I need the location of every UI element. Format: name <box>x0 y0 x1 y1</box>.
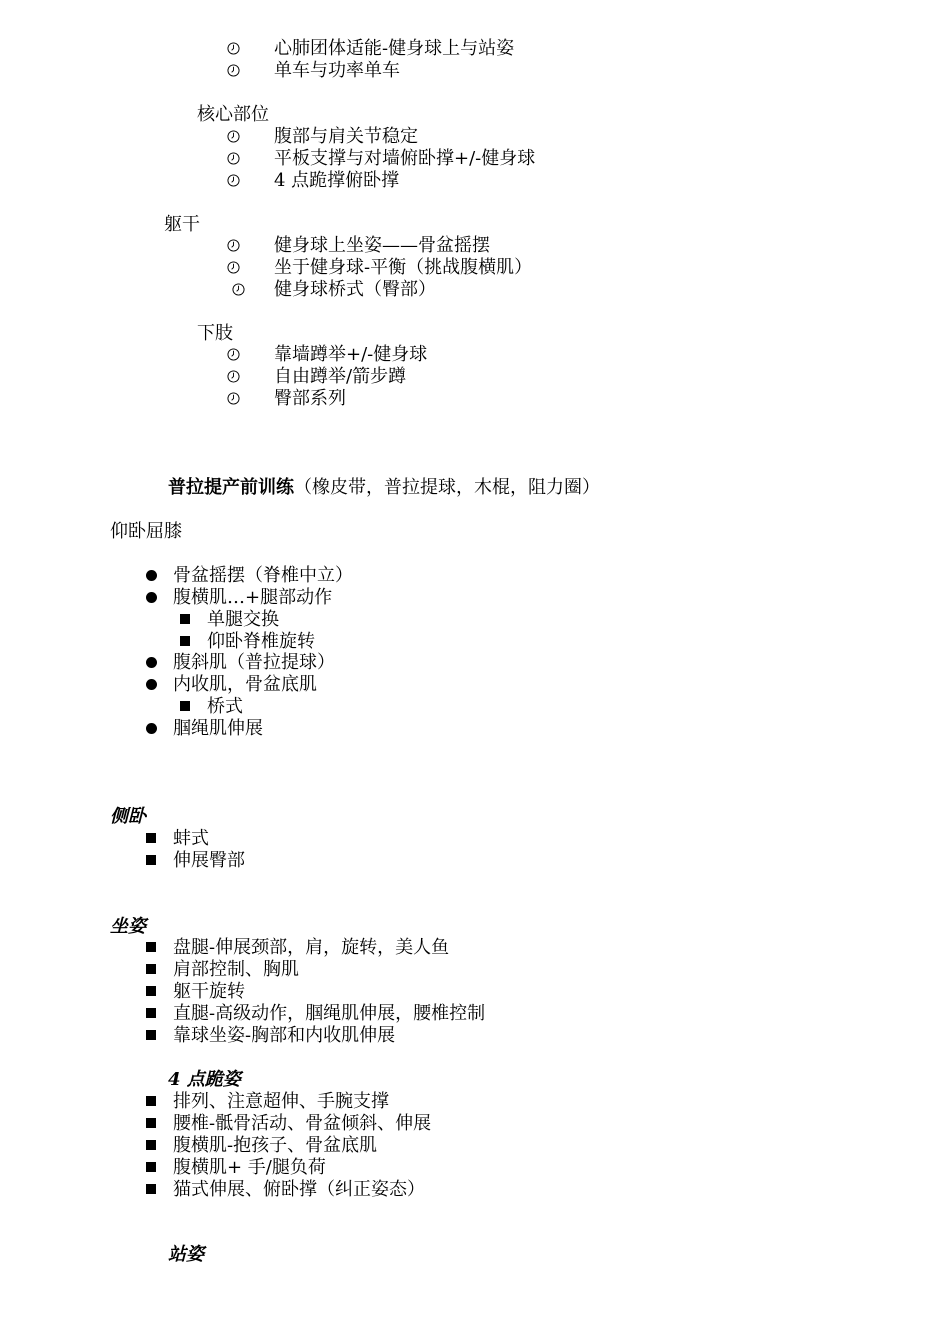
list-item: 平板支撑与对墙俯卧撑+/-健身球 <box>274 148 536 169</box>
list-item: 腹横肌…+腿部动作 <box>173 587 333 608</box>
list-item: 腹横肌+ 手/腿负荷 <box>173 1157 326 1178</box>
list-item: 自由蹲举/箭步蹲 <box>274 366 407 387</box>
supine-heading: 仰卧屈膝 <box>110 521 182 542</box>
list-item: 内收肌，骨盆底肌 <box>173 674 317 695</box>
bullet-square-icon <box>146 855 156 865</box>
side-heading: 侧卧 <box>110 806 146 827</box>
clock-bullet-icon <box>227 130 240 143</box>
bullet-square-icon <box>146 986 156 996</box>
bullet-square-icon <box>146 1008 156 1018</box>
sub-list-item: 单腿交换 <box>207 609 279 630</box>
bullet-dot-icon <box>146 570 157 581</box>
list-item: 坐于健身球-平衡（挑战腹横肌） <box>274 257 533 278</box>
bullet-square-icon <box>146 1162 156 1172</box>
sub-list-item: 仰卧脊椎旋转 <box>207 631 315 652</box>
list-item: 4 点跪撑俯卧撑 <box>274 170 400 191</box>
list-item: 猫式伸展、俯卧撑（纠正姿态） <box>173 1179 425 1200</box>
bullet-dot-icon <box>146 592 157 603</box>
clock-bullet-icon <box>227 370 240 383</box>
sub-list-item: 桥式 <box>207 696 243 717</box>
pilates-title-bold: 普拉提产前训练 <box>168 477 294 498</box>
list-item: 盘腿-伸展颈部，肩，旋转，美人鱼 <box>173 937 450 958</box>
trunk-heading: 躯干 <box>164 214 200 235</box>
clock-bullet-icon <box>227 392 240 405</box>
bullet-square-icon <box>146 1030 156 1040</box>
list-item: 蚌式 <box>173 828 209 849</box>
clock-bullet-icon <box>227 239 240 252</box>
bullet-square-icon <box>180 636 190 646</box>
list-item: 单车与功率单车 <box>274 60 400 81</box>
clock-bullet-icon <box>227 42 240 55</box>
list-item: 臀部系列 <box>274 388 346 409</box>
pilates-title <box>168 477 600 499</box>
list-item: 腰椎-骶骨活动、骨盆倾斜、伸展 <box>173 1113 432 1134</box>
clock-bullet-icon <box>227 64 240 77</box>
bullet-square-icon <box>180 701 190 711</box>
bullet-square-icon <box>146 942 156 952</box>
list-item: 腹横肌-抱孩子、骨盆底肌 <box>173 1135 378 1156</box>
list-item: 直腿-高级动作，腘绳肌伸展，腰椎控制 <box>173 1003 486 1024</box>
bullet-square-icon <box>146 1118 156 1128</box>
list-item: 腹斜肌（普拉提球） <box>173 652 335 673</box>
standing-heading: 站姿 <box>168 1244 204 1265</box>
lower-heading: 下肢 <box>197 323 233 344</box>
bullet-square-icon <box>146 1140 156 1150</box>
kneel-heading: 4 点跪姿 <box>168 1069 241 1090</box>
list-item: 腘绳肌伸展 <box>173 718 263 739</box>
list-item: 靠球坐姿-胸部和内收肌伸展 <box>173 1025 396 1046</box>
bullet-square-icon <box>180 614 190 624</box>
list-item: 心肺团体适能-健身球上与站姿 <box>274 38 515 59</box>
sitting-heading: 坐姿 <box>110 916 146 937</box>
list-item: 肩部控制、胸肌 <box>173 959 299 980</box>
list-item: 健身球上坐姿——骨盆摇摆 <box>274 235 490 256</box>
list-item: 躯干旋转 <box>173 981 245 1002</box>
clock-bullet-icon <box>232 283 245 296</box>
bullet-dot-icon <box>146 723 157 734</box>
core-heading: 核心部位 <box>197 104 269 125</box>
bullet-square-icon <box>146 833 156 843</box>
bullet-square-icon <box>146 1096 156 1106</box>
clock-bullet-icon <box>227 152 240 165</box>
clock-bullet-icon <box>227 261 240 274</box>
bullet-dot-icon <box>146 679 157 690</box>
bullet-square-icon <box>146 964 156 974</box>
clock-bullet-icon <box>227 174 240 187</box>
list-item: 伸展臀部 <box>173 850 245 871</box>
bullet-dot-icon <box>146 657 157 668</box>
list-item: 靠墙蹲举+/-健身球 <box>274 344 428 365</box>
pilates-title-equipment: （橡皮带，普拉提球，木棍，阻力圈） <box>294 477 600 498</box>
list-item: 排列、注意超伸、手腕支撑 <box>173 1091 389 1112</box>
bullet-square-icon <box>146 1184 156 1194</box>
list-item: 骨盆摇摆（脊椎中立） <box>173 565 353 586</box>
list-item: 腹部与肩关节稳定 <box>274 126 418 147</box>
clock-bullet-icon <box>227 348 240 361</box>
list-item: 健身球桥式（臀部） <box>274 279 436 300</box>
